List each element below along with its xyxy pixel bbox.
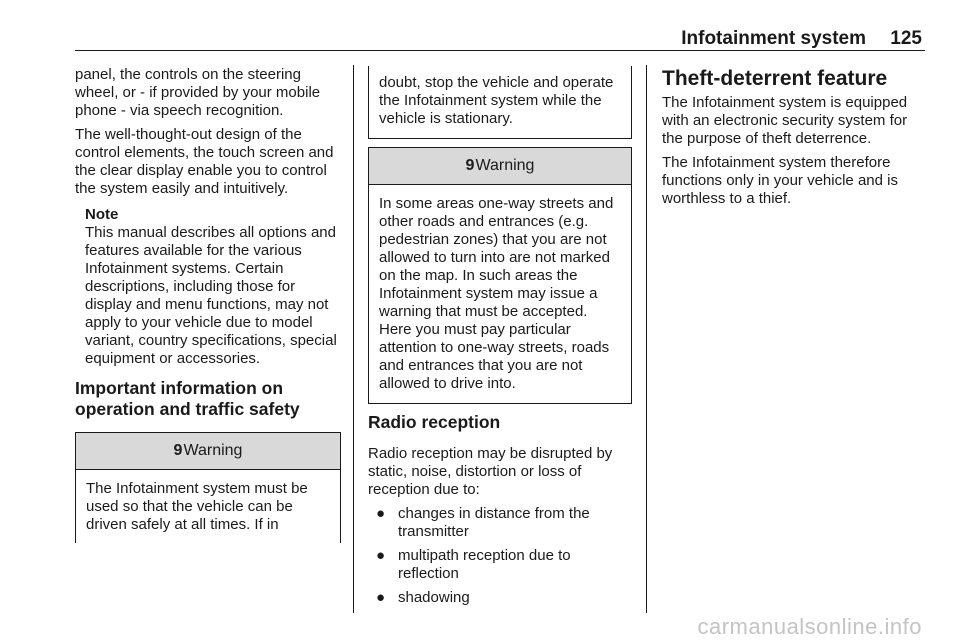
warning-box-1-continued bbox=[368, 66, 632, 139]
warning-1-continued-text: doubt, stop the vehicle and operate the Infotainment system while the vehicle is stationary. bbox=[379, 74, 614, 127]
warning-header bbox=[76, 433, 340, 470]
warning-box-1 bbox=[75, 432, 341, 543]
section-heading-radio-reception: Radio reception bbox=[368, 412, 501, 432]
warning-2-text: In some areas one-way streets and other roads and entrances (e.g. pedestrian zones) that you are not allowed to turn into are not marked on the map. In such areas the Infotainment system may issue a warning that must be accepted. Here you must pay particular attention to one-way streets, roads and entrances that you are not allowed to drive into. bbox=[379, 195, 614, 392]
watermark: carmanualsonline.info bbox=[697, 614, 922, 639]
warning-title: Warning bbox=[183, 442, 243, 459]
bullet-icon: ● bbox=[376, 505, 386, 522]
section-heading-traffic-safety: Important information on operation and traffic safety bbox=[75, 378, 300, 419]
running-header-title: Infotainment system bbox=[681, 28, 866, 49]
list-item-text: multipath reception due to reflection bbox=[398, 547, 571, 582]
page-number: 125 bbox=[890, 28, 922, 49]
section-heading-theft-deterrent: Theft-deterrent feature bbox=[662, 67, 888, 90]
column-divider-1 bbox=[353, 65, 354, 613]
warning-box-2 bbox=[368, 147, 632, 404]
list-item-text: changes in distance from the transmitter bbox=[398, 505, 590, 540]
column-1 bbox=[75, 66, 341, 543]
bullet-icon: ● bbox=[376, 547, 386, 564]
col3-paragraph-2: The Infotainment system therefore functions only in your vehicle and is worthless to a thief. bbox=[662, 154, 898, 207]
col3-paragraph-1: The Infotainment system is equipped with an electronic security system for the purpose of theft deterrence. bbox=[662, 94, 908, 147]
column-3 bbox=[662, 66, 928, 214]
col1-paragraph-2: The well-thought-out design of the control elements, the touch screen and the clear display enable you to control the system easily and intuitively. bbox=[75, 126, 334, 197]
warning-icon: 9 bbox=[465, 157, 475, 174]
warning-icon: 9 bbox=[173, 442, 183, 459]
list-item bbox=[368, 505, 632, 541]
note-title: Note bbox=[85, 206, 119, 223]
column-divider-2 bbox=[646, 65, 647, 613]
warning-header bbox=[369, 148, 631, 185]
list-item bbox=[368, 547, 632, 583]
header-rule bbox=[75, 50, 925, 51]
note-block bbox=[85, 206, 341, 368]
radio-bullet-list bbox=[368, 505, 632, 607]
column-2 bbox=[368, 66, 632, 613]
list-item bbox=[368, 589, 632, 607]
warning-title: Warning bbox=[475, 157, 535, 174]
note-text: This manual describes all options and features available for the various Infotainment systems. Certain descriptions, including those for display and menu functions, may not apply to your vehicle due to model variant, country specifications, special equipment or accessories. bbox=[85, 224, 337, 367]
list-item-text: shadowing bbox=[398, 589, 470, 606]
col1-paragraph-1: panel, the controls on the steering wheel, or - if provided by your mobile phone - via speech recognition. bbox=[75, 66, 321, 119]
radio-paragraph: Radio reception may be disrupted by static, noise, distortion or loss of reception due to: bbox=[368, 445, 613, 498]
bullet-icon: ● bbox=[376, 589, 386, 606]
warning-1-text: The Infotainment system must be used so that the vehicle can be driven safely at all times. If in bbox=[86, 480, 308, 533]
